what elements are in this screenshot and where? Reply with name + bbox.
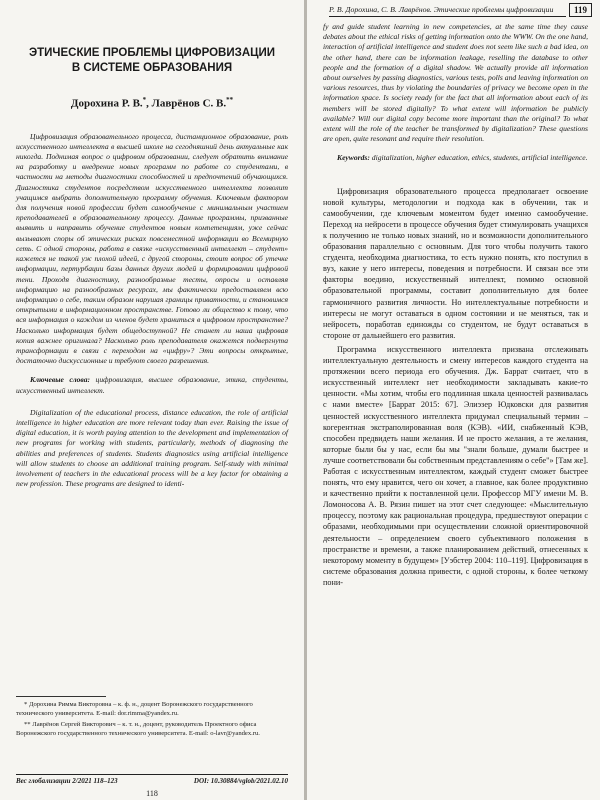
body-paragraph-1: Цифровизация образовательного процесса предполагает освоение новой культуры, методологии и подхода как в обучении, так и самообучении, где ключевым моментом будет именно самообучение. Переход на нейросети в процессе обучения будет стимулировать учащихся к получению не только новых знаний, но и возможности дополнительного образования параллельно с основным. Для того чтобы получить такого студента, необходима диагностика, то есть нужно понять, кто поступил в вуз, какие у него интересы, поведения и потребности. И связан все эти факторы воедино, искусственный интеллект, помимо основной образовательной программы, составит дополнительную для более гармоничного развития личности. Но интеллектуальные потребности и интересы не могут оставаться в одном состоянии и не меняться, так и нейросеть, поработав единожды со студентом, не будут оставаться в стороне от дальнейшего его развития.: [323, 186, 588, 340]
abstract-ru: Цифровизация образовательного процесса, дистанционное образование, роль искусственного интеллекта в высшей школе на сегодняшний день актуальные как никогда. Поднимая вопрос о цифровом образовании, следует обратить внимание на разработку и внедрение новых программ по работе со студентами, в частности на методы диагностики способностей и предпочтений обучающихся. Диагностика студентов посредством искусственного интеллекта позволит учащимся выбрать дополнительную программу обучения. Ключевым фактором для получения новой профессии будет самообучение с минимальным участием преподавателей в образовательному процессу. Данные программы, призванные выявить и направить обучение студентов новым компетенциям, уже сейчас вызывают споры об этических рисках повсеместной информации во Всемирную сеть. С одной стороны, работа в связке «искусственный интеллект – студент» кажется не такой уж плохой идеей, с другой стороны, стоит вопрос об утечке информации, пертурбации базы данных других людей и формировании цифровой тени. Проходя диагностику, разнообразные тесты, опросы и оставляя информацию на разнообразных ресурсах, мы фактически предоставляем всю информацию о себе, таким образом нарушая границы приватности, и становимся открытыми в информационном пространстве. Готово ли общество к тому, что вся информация о каждом из членов будет храниться в цифровом пространстве? Насколько информация будет общедоступной? Не станет ли наша цифровая копия важнее оригинала? Насколько роль преподавателя окажется подвергнута трансформации в связи с переходом на «цифру»? Эти вопросы открытые, достаточно дискуссионные и требуют своего разрешения.: [16, 131, 288, 366]
header-rule: [329, 16, 566, 17]
keywords-en-label: Keywords:: [337, 153, 370, 163]
keywords-en-text: digitalization, higher education, ethics, students, artificial intelligence.: [369, 153, 588, 163]
footnote-rule: [16, 696, 106, 697]
page-footer: [16, 774, 288, 785]
keywords-ru-label: Ключевые слова:: [30, 375, 91, 385]
author-1: Дорохина Р. В.: [70, 97, 143, 110]
author-2: Лаврёнов С. В.: [151, 97, 227, 110]
article-title: [16, 46, 288, 76]
page-number-left: 118: [146, 789, 158, 798]
footnote-2: ** Лаврёнов Сергей Викторович – к. т. н., доцент, руководитель Проектного офиса Воронежского государственного технического университета. E-mail: o-lavr@yandex.ru.: [16, 721, 260, 737]
author-1-mark: *: [142, 96, 147, 104]
right-page: [307, 0, 600, 800]
author-2-mark: **: [226, 96, 234, 104]
authors: [16, 96, 288, 110]
page-number-right: 119: [569, 3, 592, 17]
running-header-text: Р. В. Дорохина, С. В. Лаврёнов. Этические проблемы цифровизации: [329, 5, 554, 14]
keywords-ru-text: цифровизация, высшее образование, этика, студенты, искусственный интеллект.: [16, 375, 288, 395]
abstract-en: Digitalization of the educational process, distance education, the role of artificial intelligence in higher education are more relevant today than ever. Raising the issue of digital education, it is worth paying attention to the development and implementation of new programs for working with students, particularly, methods of diagnosing the abilities and preferences of students. Students diagnostics using artificial intelligence will allow students to choose an additional training program. Self-study with minimal involvement of teachers in the educational process will be a key factor for obtaining a new profession. These programs are designed to identi-: [16, 407, 288, 489]
title-line-1: ЭТИЧЕСКИЕ ПРОБЛЕМЫ ЦИФРОВИЗАЦИИ: [28, 47, 276, 59]
title-line-2: В СИСТЕМЕ ОБРАЗОВАНИЯ: [71, 62, 233, 74]
keywords-ru: [16, 375, 288, 395]
running-header: [307, 0, 600, 22]
footer-doi: DOI: 10.30884/vglob/2021.02.10: [193, 777, 288, 785]
footnotes: [16, 696, 288, 741]
body-paragraph-2: Программа искусственного интеллекта призвана отслеживать интеллектуальную деятельность и смену интересов каждого студента на протяжении всего периода его обучения. Дж. Баррат считает, что в искусственный интеллект нет необходимости закладывать какие-то ценности. «Мы хотим, чтобы его подлинная шкала ценностей развивалась с нами вместе» [Баррат 2015: 67]. Элиэзер Юдковски для развития ценностей искусственного интеллекта придумал специальный термин – когерентная экстраполированная воля (КЭВ). «ИИ, снабженный КЭВ, способен предвидеть наши желания. И не просто желания, а те желания, которые были бы у нас, если бы мы "знали больше, думали быстрее и лучше соответствовали бы собственным представлениям о себе"» [Там же]. Работая с искусственным интеллектом, каждый студент сможет быстрее понять, что ему нравится, чего он хочет, а главное, как более продуктивно и качественно прийти к поставленной цели. Профессор МГУ имени М. В. Ломоносова А. В. Рязин пишет на этот счет следующее: «Мыслительную процессу, поэтому как рациональная процедура, предшествуют операции с образами, необходимыми при осуществлении сложной ориентировочной деятельности – определением своего субъективного положения в пространстве и времени, а также планированием действий, отнесенных к некоторому моменту в будущем» [Уэбстер 2004: 110–119]. Цифровизация в системе образования должна привести, с одной стороны, к более четкому пони-: [323, 344, 588, 587]
keywords-en: [323, 153, 588, 163]
footnote-1: * Дорохина Римма Викторовна – к. ф. н., доцент Воронежского государственного технического университета. E-mail: dor.rimma@yandex.ru.: [16, 701, 253, 717]
abstract-en-continued: fy and guide student learning in new competencies, at the same time they cause debates about the ethical risks of getting information onto the WWW. On the one hand, interaction of artificial intelligence and student does not seem like such a bad idea, on the other hand, there can be information leakage, reselling the database to other people and the formation of a digital shadow. We actually provide all information about ourselves by passing diagnostics, various tests, polls and leaving information on various resources, thus by violating the boundaries of privacy we become open in the information space. Is society ready for the fact that all information about each of its members will be stored digitally? To what extent will information be publicly available? Will our digital copy become more important than the original? To what extent will the role of the teacher be transformed by digitalization? These questions are open, quite resonant and require their resolution.: [323, 22, 588, 144]
author-separator: ,: [146, 97, 152, 110]
footer-journal: Вес глобализации 2/2021 118–123: [16, 777, 118, 785]
footer-rule: [16, 774, 288, 775]
